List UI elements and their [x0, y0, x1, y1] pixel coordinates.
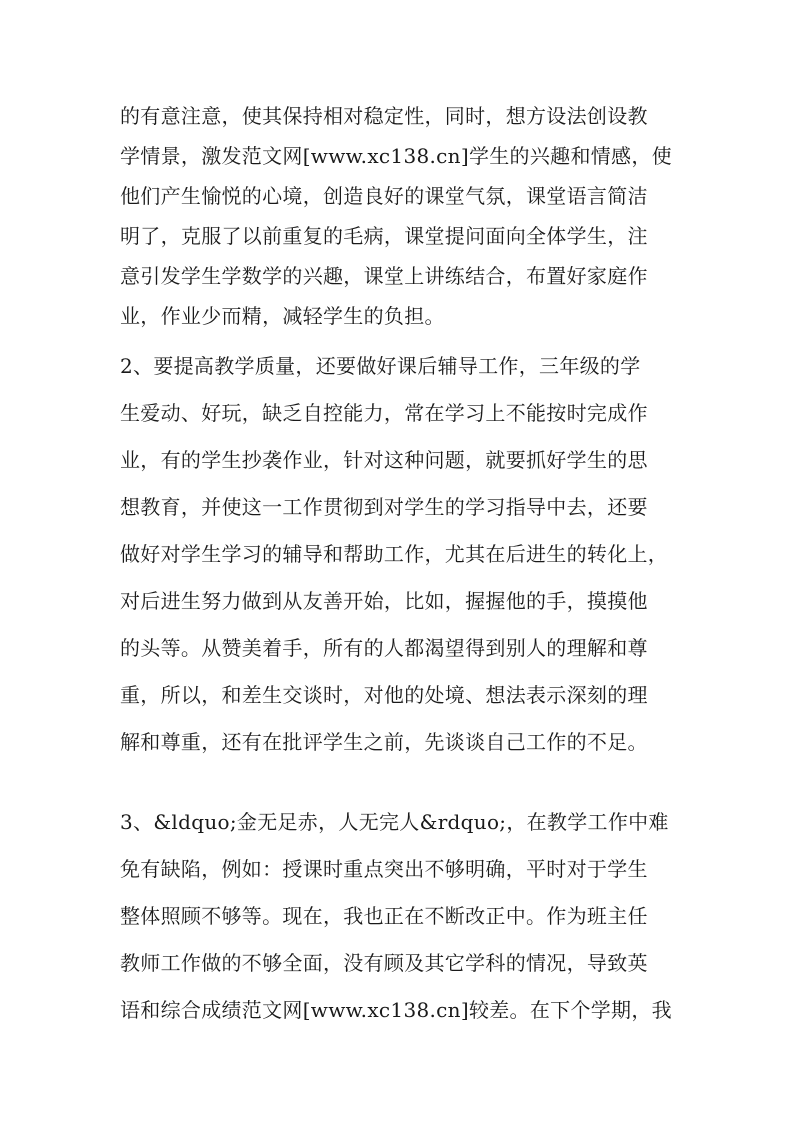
- text-line: 语和综合成绩范文网[www.xc138.cn]较差。在下个学期，我: [120, 998, 672, 1022]
- text-line: 想教育，并使这一工作贯彻到对学生的学习指导中去，还要: [120, 495, 648, 519]
- text-line: 教师工作做的不够全面，没有顾及其它学科的情况，导致英: [120, 951, 648, 975]
- text-line: 生爱动、好玩，缺乏自控能力，常在学习上不能按时完成作: [120, 401, 648, 425]
- text-line: 对后进生努力做到从友善开始，比如，握握他的手，摸摸他: [120, 589, 648, 613]
- text-line: 明了，克服了以前重复的毛病，课堂提问面向全体学生，注: [120, 224, 648, 248]
- text-line: 意引发学生学数学的兴趣，课堂上讲练结合，布置好家庭作: [120, 264, 648, 288]
- text-line: 2、要提高教学质量，还要做好课后辅导工作，三年级的学: [120, 354, 641, 378]
- text-line: 业，有的学生抄袭作业，针对这种问题，就要抓好学生的思: [120, 448, 648, 472]
- text-line: 重，所以，和差生交谈时，对他的处境、想法表示深刻的理: [120, 683, 648, 707]
- text-line: 免有缺陷，例如：授课时重点突出不够明确，平时对于学生: [120, 857, 648, 881]
- text-line: 业，作业少而精，减轻学生的负担。: [120, 304, 445, 328]
- text-line: 整体照顾不够等。现在，我也正在不断改正中。作为班主任: [120, 904, 648, 928]
- text-line: 解和尊重，还有在批评学生之前，先谈谈自己工作的不足。: [120, 730, 648, 754]
- text-line: 他们产生愉悦的心境，创造良好的课堂气氛，课堂语言简洁: [120, 184, 648, 208]
- text-line: 做好对学生学习的辅导和帮助工作，尤其在后进生的转化上，: [120, 542, 669, 566]
- text-line: 学情景，激发范文网[www.xc138.cn]学生的兴趣和情感，使: [120, 144, 672, 168]
- text-line: 的头等。从赞美着手，所有的人都渴望得到别人的理解和尊: [120, 636, 648, 660]
- text-line: 的有意注意，使其保持相对稳定性，同时，想方设法创设教: [120, 104, 648, 128]
- text-line: 3、&ldquo;金无足赤，人无完人&rdquo;，在教学工作中难: [120, 810, 669, 834]
